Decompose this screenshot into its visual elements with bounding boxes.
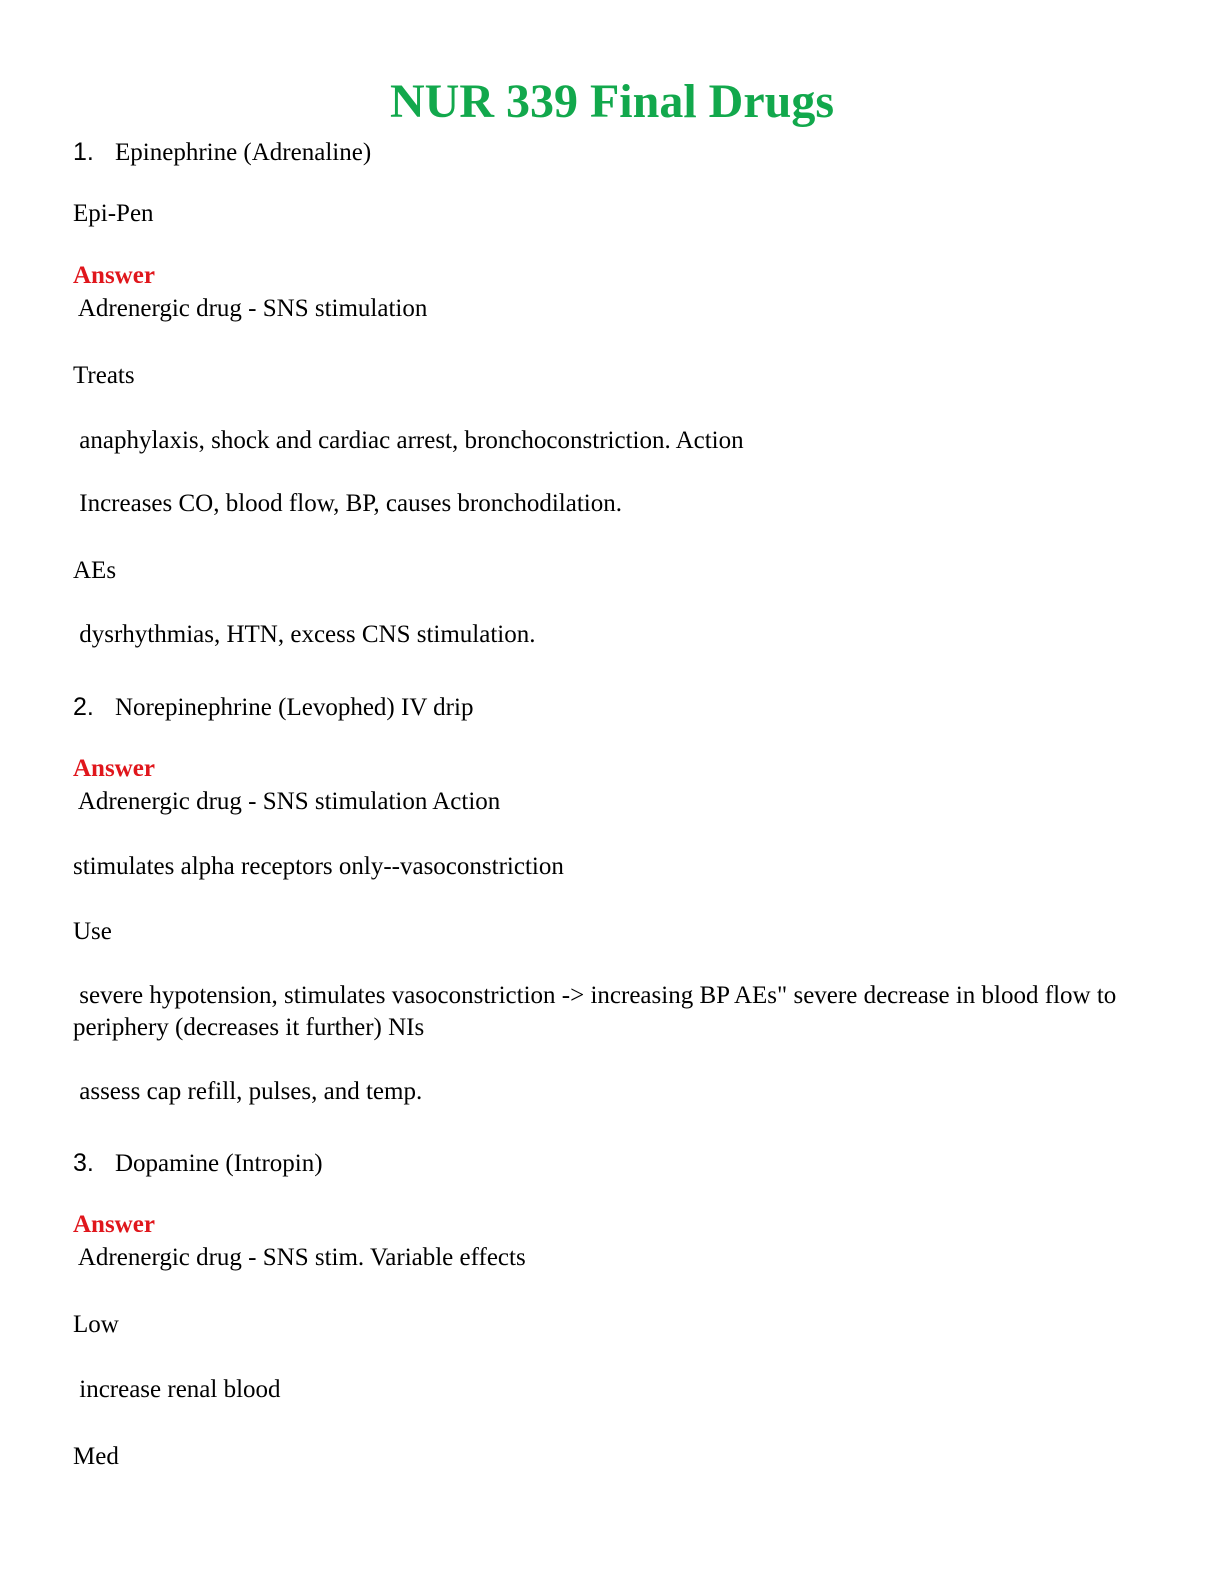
item2-line-2: Use xyxy=(73,918,112,945)
drug-heading-2 xyxy=(73,691,473,724)
drug-heading-1 xyxy=(73,136,371,169)
drug-brand-1: Epi-Pen xyxy=(73,200,154,227)
item1-line-4: AEs xyxy=(73,557,117,584)
item3-line-2: increase renal blood xyxy=(73,1376,281,1403)
answer-label-3: Answer xyxy=(73,1211,155,1238)
item2-line-1: stimulates alpha receptors only--vasoconstriction xyxy=(73,853,564,880)
item1-line-0: Adrenergic drug - SNS stimulation xyxy=(73,295,428,322)
item2-line-3: severe hypotension, stimulates vasoconstriction -> increasing BP AEs" severe decrease in blood flow to periphery (decreases it further) NIs xyxy=(73,982,1123,1041)
item2-line-4: assess cap refill, pulses, and temp. xyxy=(73,1078,423,1105)
item3-line-1: Low xyxy=(73,1311,119,1338)
drug-number-2: 2. xyxy=(73,693,94,721)
drug-name-1: Epinephrine (Adrenaline) xyxy=(115,139,372,166)
drug-number-3: 3. xyxy=(73,1149,94,1177)
item3-line-0: Adrenergic drug - SNS stim. Variable effects xyxy=(73,1244,526,1271)
page-title: NUR 339 Final Drugs xyxy=(389,75,835,128)
answer-label-1: Answer xyxy=(73,262,155,289)
drug-name-2: Norepinephrine (Levophed) IV drip xyxy=(115,694,474,721)
item1-line-2: anaphylaxis, shock and cardiac arrest, bronchoconstriction. Action xyxy=(73,427,744,454)
item1-line-5: dysrhythmias, HTN, excess CNS stimulation. xyxy=(73,621,536,648)
item1-line-3: Increases CO, blood flow, BP, causes bronchodilation. xyxy=(73,490,622,517)
item1-line-1: Treats xyxy=(73,362,135,389)
drug-heading-3 xyxy=(73,1147,323,1180)
drug-name-3: Dopamine (Intropin) xyxy=(115,1150,323,1177)
item3-line-3: Med xyxy=(73,1443,119,1470)
answer-label-2: Answer xyxy=(73,755,155,782)
drug-number-1: 1. xyxy=(73,138,94,166)
item2-line-0: Adrenergic drug - SNS stimulation Action xyxy=(73,788,501,815)
